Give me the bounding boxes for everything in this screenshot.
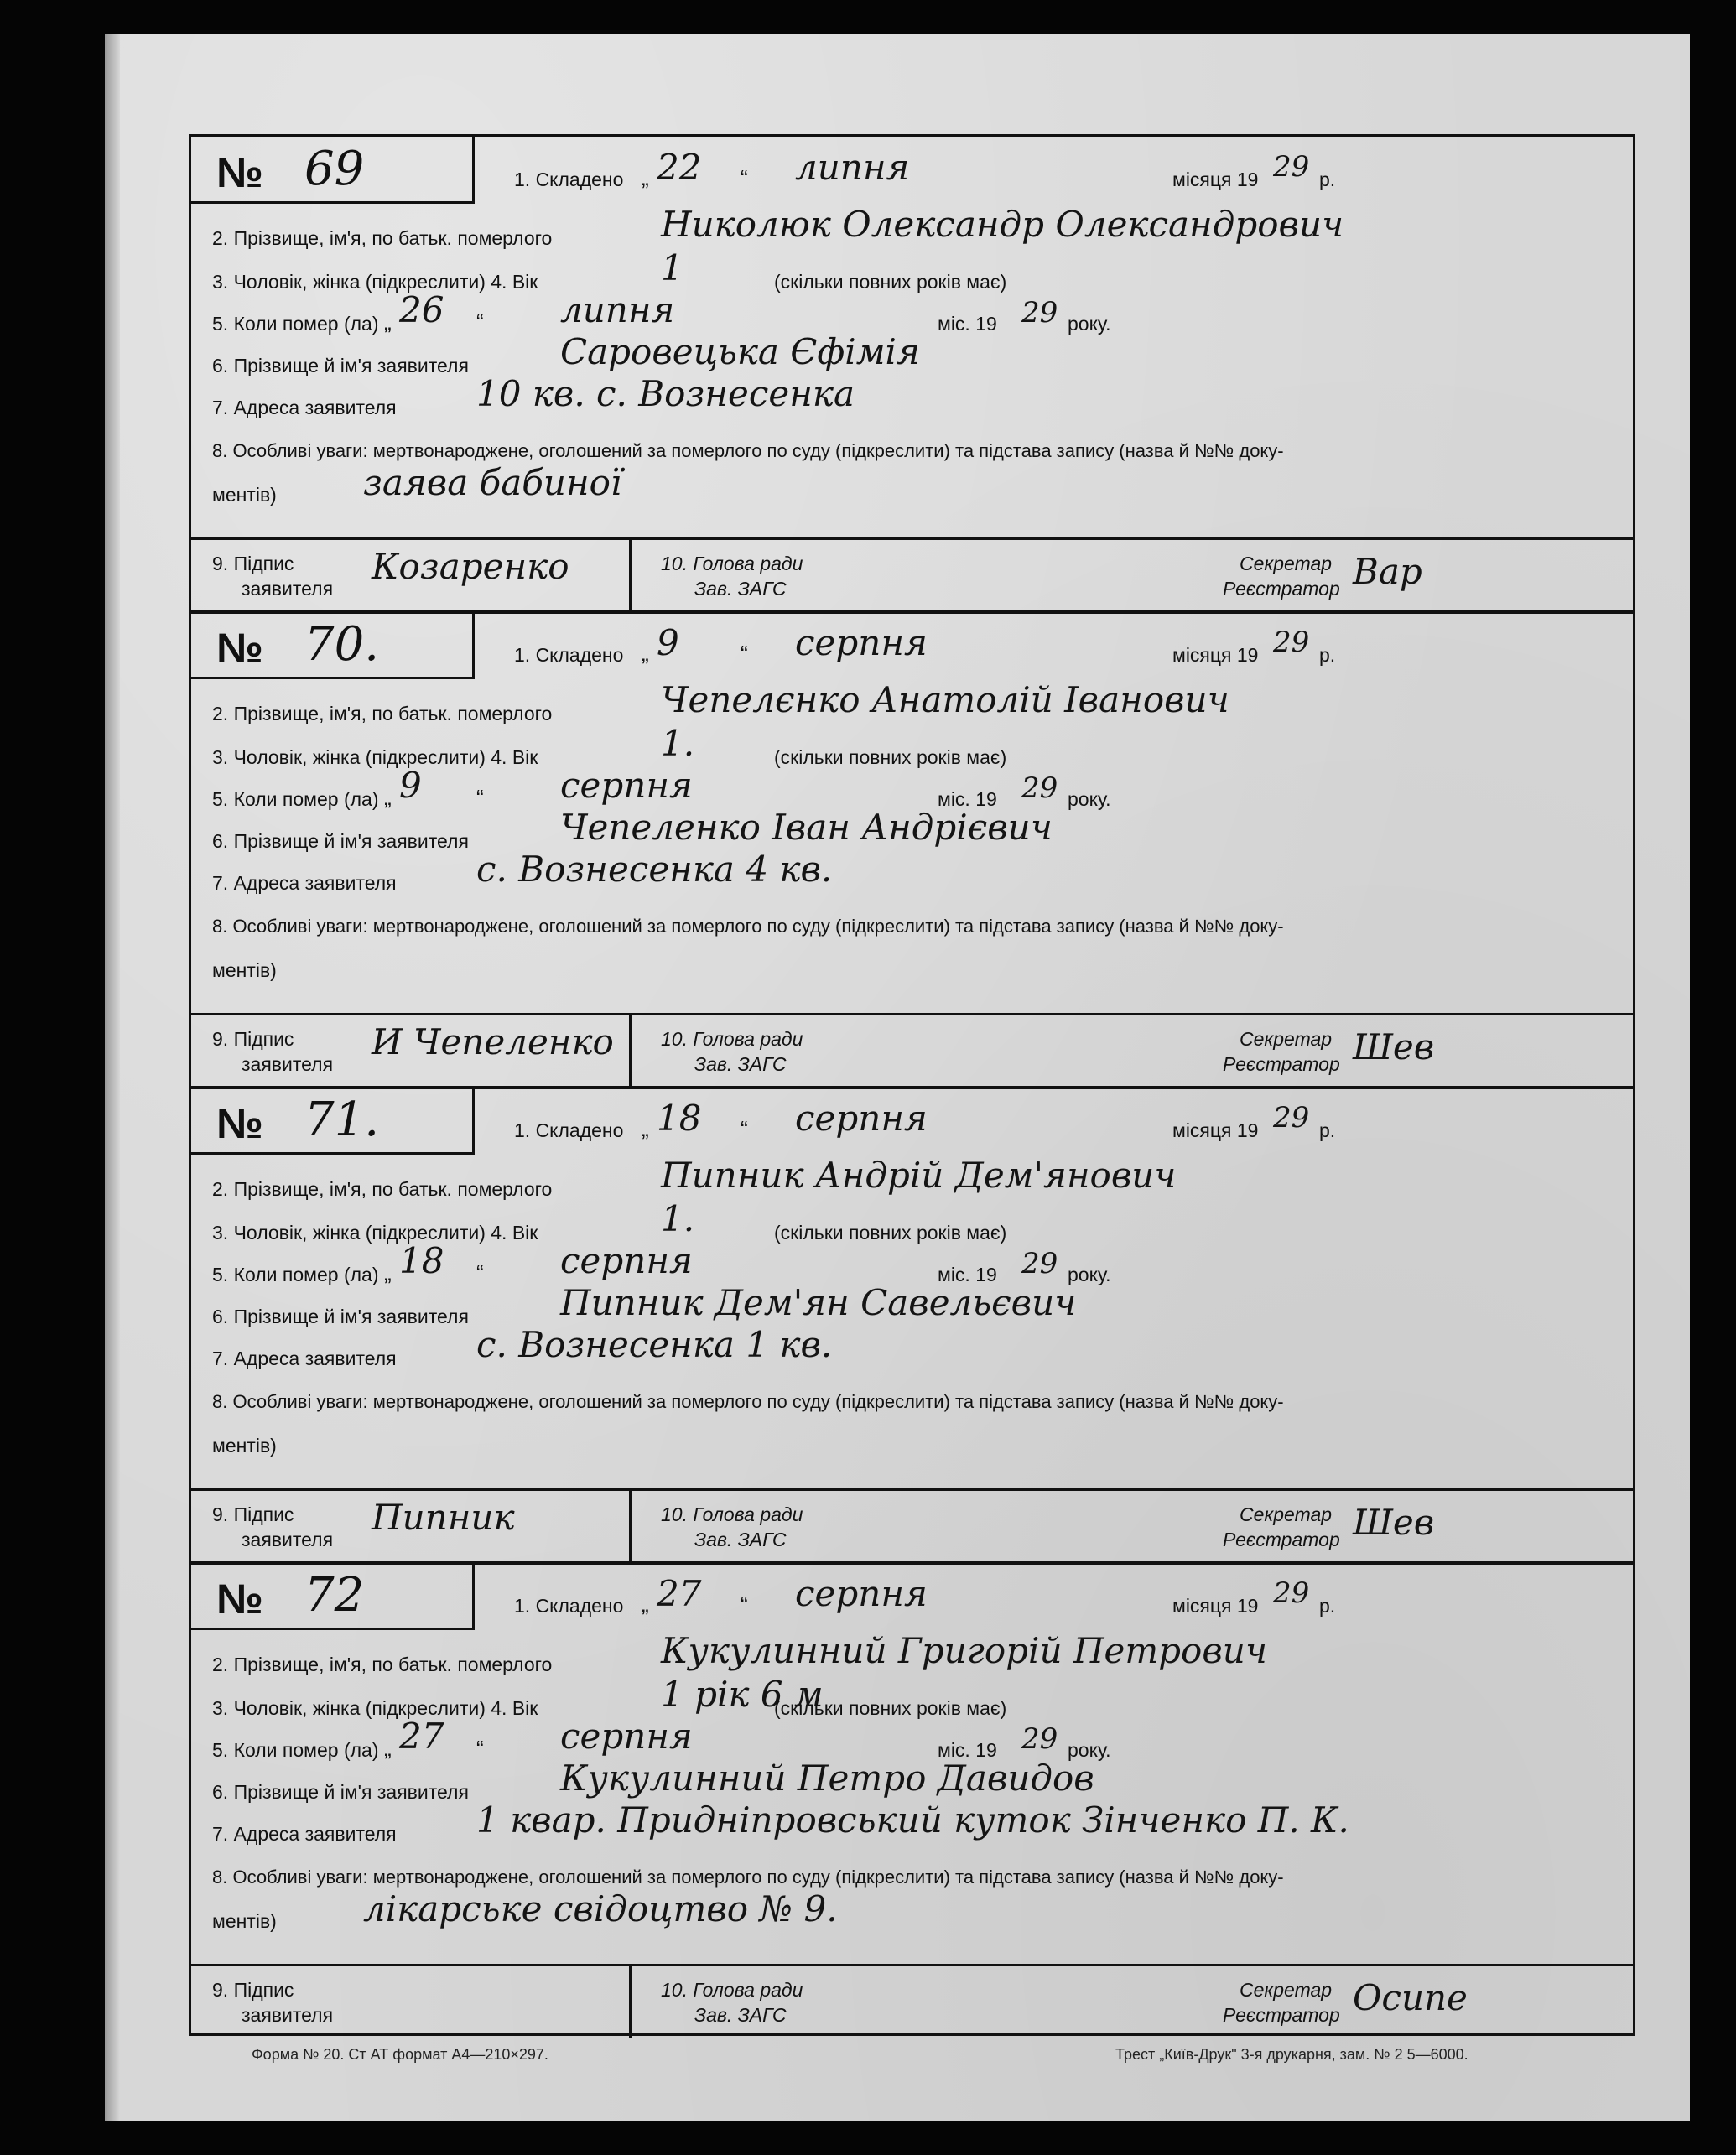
field-8-cont: ментів)	[212, 959, 277, 981]
death-month-label: міс. 19	[938, 1264, 997, 1285]
death-year: 29	[1021, 771, 1058, 805]
signature-row-border	[191, 1013, 1633, 1015]
record-number: 72	[304, 1568, 365, 1623]
field-7-label: 7. Адреса заявителя	[212, 1348, 397, 1369]
field-10-label-2: Зав. ЗАГС	[694, 2004, 787, 2026]
deceased-name: Кукулинний Григорій Петрович	[661, 1630, 1267, 1671]
year-suffix: р.	[1319, 1119, 1336, 1141]
applicant-address: с. Вознесенка 1 кв.	[476, 1324, 833, 1365]
field-7-label: 7. Адреса заявителя	[212, 397, 397, 418]
age-note: (скільки повних років має)	[774, 1697, 1007, 1719]
record-69	[191, 137, 1633, 612]
applicant-name: Пипник Дем'ян Савельєвич	[560, 1282, 1077, 1323]
quote-open: „	[642, 641, 649, 666]
field-3-label: 3. Чоловік, жінка (підкреслити) 4. Вік	[212, 271, 538, 293]
record-number-box	[191, 612, 475, 679]
record-number-box	[191, 1563, 475, 1630]
deceased-age: 1	[661, 247, 683, 288]
applicant-name: Чепеленко Іван Андрієвич	[560, 807, 1053, 848]
field-8-label: 8. Особливі уваги: мертвонароджене, оголошений за померлого по суду (підкреслити) та підстава запису (назва й №№ доку-	[212, 440, 1284, 461]
field-7-label: 7. Адреса заявителя	[212, 872, 397, 894]
field-9-label: 9. Підпис	[212, 553, 294, 574]
death-year: 29	[1021, 296, 1058, 330]
death-year-suffix: року.	[1068, 788, 1111, 810]
footer-printer-info: Трест „Київ-Друк" 3-я друкарня, зам. № 2 5—6000.	[1115, 2046, 1468, 2063]
death-day: 18	[399, 1240, 444, 1281]
field-10-label: 10. Голова ради	[661, 1979, 803, 2001]
applicant-signature: Козаренко	[372, 546, 569, 587]
field-6-label: 6. Прізвище й ім'я заявителя	[212, 1781, 469, 1803]
special-notes: заява бабиної	[363, 462, 622, 503]
applicant-name: Кукулинний Петро Давидов	[560, 1758, 1094, 1799]
month-label: місяця 19	[1172, 1119, 1259, 1141]
deceased-age: 1 рік 6 м	[661, 1674, 824, 1715]
record-number-box	[191, 1088, 475, 1155]
deceased-name: Чепелєнко Анатолій Іванович	[661, 679, 1229, 720]
death-month-label: міс. 19	[938, 1739, 997, 1761]
field-6-label: 6. Прізвище й ім'я заявителя	[212, 355, 469, 376]
field-9-label: 9. Підпис	[212, 1503, 294, 1525]
field-2-label: 2. Прізвище, ім'я, по батьк. померлого	[212, 227, 553, 249]
field-1-label: 1. Складено	[514, 1119, 624, 1141]
month-label: місяця 19	[1172, 644, 1259, 666]
field-2-label: 2. Прізвище, ім'я, по батьк. померлого	[212, 703, 553, 724]
field-10-label: 10. Голова ради	[661, 553, 803, 574]
registrar-signature: Шев	[1353, 1026, 1435, 1067]
death-month-label: міс. 19	[938, 788, 997, 810]
composed-month: серпня	[795, 1098, 928, 1139]
composed-day: 22	[657, 147, 702, 188]
composed-year: 29	[1273, 1101, 1310, 1135]
field-10-label: 10. Голова ради	[661, 1503, 803, 1525]
composed-year: 29	[1273, 1576, 1310, 1610]
field-8-label: 8. Особливі уваги: мертвонароджене, оголошений за померлого по суду (підкреслити) та підстава запису (назва й №№ доку-	[212, 1391, 1284, 1412]
signature-row-border	[191, 1964, 1633, 1966]
special-notes: лікарське свідоцтво № 9.	[363, 1888, 838, 1929]
composed-day: 18	[657, 1098, 702, 1139]
field-10-label-2: Зав. ЗАГС	[694, 1053, 787, 1075]
record-number: 69	[304, 142, 365, 196]
month-label: місяця 19	[1172, 1595, 1259, 1617]
number-sign: №	[216, 1576, 263, 1623]
quote-open: „	[384, 1260, 392, 1285]
death-year: 29	[1021, 1722, 1058, 1756]
field-2-label: 2. Прізвище, ім'я, по батьк. померлого	[212, 1654, 553, 1675]
number-sign: №	[216, 625, 263, 672]
number-sign: №	[216, 149, 263, 196]
death-day: 9	[399, 765, 422, 806]
death-year-suffix: року.	[1068, 1264, 1111, 1285]
field-8-cont: ментів)	[212, 1910, 277, 1932]
age-note: (скільки повних років має)	[774, 746, 1007, 768]
signature-divider	[629, 537, 632, 612]
age-note: (скільки повних років має)	[774, 1222, 1007, 1244]
death-month: серпня	[560, 1240, 693, 1281]
applicant-address: 10 кв. с. Вознесенка	[476, 373, 855, 414]
field-6-label: 6. Прізвище й ім'я заявителя	[212, 830, 469, 852]
record-71	[191, 1088, 1633, 1563]
registrar-signature: Осипе	[1353, 1977, 1468, 2018]
quote-close: “	[476, 309, 484, 335]
quote-open: „	[384, 1736, 392, 1761]
field-1-label: 1. Складено	[514, 1595, 624, 1617]
applicant-address: 1 квар. Придніпровський куток Зінченко П. К.	[476, 1799, 1349, 1841]
record-number: 70.	[304, 617, 380, 672]
quote-open: „	[642, 165, 649, 190]
quote-open: „	[642, 1116, 649, 1141]
record-72	[191, 1563, 1633, 2038]
death-month: серпня	[560, 1716, 693, 1757]
field-8-cont: ментів)	[212, 1435, 277, 1457]
field-10-label-2: Зав. ЗАГС	[694, 578, 787, 600]
quote-open: „	[384, 785, 392, 810]
field-9-label-2: заявителя	[242, 1529, 334, 1550]
field-2-label: 2. Прізвище, ім'я, по батьк. померлого	[212, 1178, 553, 1200]
deceased-age: 1.	[661, 723, 695, 764]
death-month-label: міс. 19	[938, 313, 997, 335]
death-register-form	[189, 134, 1635, 2036]
quote-close: “	[741, 1592, 748, 1617]
secretary-label: Секретар	[1240, 1979, 1333, 2001]
year-suffix: р.	[1319, 169, 1336, 190]
death-year: 29	[1021, 1247, 1058, 1280]
field-1-label: 1. Складено	[514, 644, 624, 666]
applicant-name: Саровецька Єфімія	[560, 331, 920, 372]
registrar-label: Реєстратор	[1223, 1529, 1340, 1550]
field-8-cont: ментів)	[212, 484, 277, 506]
applicant-address: с. Вознесенка 4 кв.	[476, 849, 833, 890]
field-10-label: 10. Голова ради	[661, 1028, 803, 1050]
paper-edge	[105, 34, 120, 2121]
registrar-signature: Bap	[1353, 551, 1422, 592]
field-6-label: 6. Прізвище й ім'я заявителя	[212, 1306, 469, 1327]
quote-close: “	[741, 165, 748, 190]
composed-month: серпня	[795, 622, 928, 663]
field-1-label: 1. Складено	[514, 169, 624, 190]
composed-day: 9	[657, 622, 679, 663]
signature-row-border	[191, 1488, 1633, 1491]
year-suffix: р.	[1319, 644, 1336, 666]
secretary-label: Секретар	[1240, 1028, 1333, 1050]
deceased-age: 1.	[661, 1198, 695, 1239]
death-day: 27	[399, 1716, 444, 1757]
field-8-label: 8. Особливі уваги: мертвонароджене, оголошений за померлого по суду (підкреслити) та підстава запису (назва й №№ доку-	[212, 1867, 1284, 1888]
registrar-label: Реєстратор	[1223, 2004, 1340, 2026]
quote-open: „	[642, 1592, 649, 1617]
field-10-label-2: Зав. ЗАГС	[694, 1529, 787, 1550]
signature-divider	[629, 1488, 632, 1563]
composed-day: 27	[657, 1573, 702, 1614]
field-3-label: 3. Чоловік, жінка (підкреслити) 4. Вік	[212, 746, 538, 768]
record-number: 71.	[304, 1093, 380, 1147]
field-9-label: 9. Підпис	[212, 1028, 294, 1050]
footer-form-info: Форма № 20. Ст АТ формат А4—210×297.	[252, 2046, 548, 2063]
secretary-label: Секретар	[1240, 553, 1333, 574]
composed-month: липня	[795, 147, 910, 188]
field-9-label-2: заявителя	[242, 2004, 334, 2026]
applicant-signature: Пипник	[372, 1497, 515, 1538]
quote-close: “	[741, 641, 748, 666]
applicant-signature: И Чепеленко	[372, 1021, 614, 1062]
field-9-label-2: заявителя	[242, 1053, 334, 1075]
year-suffix: р.	[1319, 1595, 1336, 1617]
deceased-name: Пипник Андрій Дем'янович	[661, 1155, 1177, 1196]
field-3-label: 3. Чоловік, жінка (підкреслити) 4. Вік	[212, 1697, 538, 1719]
signature-row-border	[191, 537, 1633, 540]
field-5-label: 5. Коли помер (ла)	[212, 788, 379, 810]
record-number-box	[191, 137, 475, 204]
quote-close: “	[476, 1736, 484, 1761]
death-year-suffix: року.	[1068, 313, 1111, 335]
registrar-signature: Шев	[1353, 1502, 1435, 1543]
deceased-name: Николюк Олександр Олександрович	[661, 204, 1344, 245]
field-5-label: 5. Коли помер (ла)	[212, 313, 379, 335]
record-70	[191, 612, 1633, 1088]
quote-open: „	[384, 309, 392, 335]
registrar-label: Реєстратор	[1223, 1053, 1340, 1075]
composed-year: 29	[1273, 150, 1310, 184]
registrar-label: Реєстратор	[1223, 578, 1340, 600]
composed-month: серпня	[795, 1573, 928, 1614]
field-5-label: 5. Коли помер (ла)	[212, 1739, 379, 1761]
number-sign: №	[216, 1100, 263, 1147]
field-9-label-2: заявителя	[242, 578, 334, 600]
field-5-label: 5. Коли помер (ла)	[212, 1264, 379, 1285]
field-7-label: 7. Адреса заявителя	[212, 1823, 397, 1845]
quote-close: “	[741, 1116, 748, 1141]
quote-close: “	[476, 785, 484, 810]
month-label: місяця 19	[1172, 169, 1259, 190]
quote-close: “	[476, 1260, 484, 1285]
death-year-suffix: року.	[1068, 1739, 1111, 1761]
signature-divider	[629, 1013, 632, 1088]
death-month: серпня	[560, 765, 693, 806]
age-note: (скільки повних років має)	[774, 271, 1007, 293]
secretary-label: Секретар	[1240, 1503, 1333, 1525]
death-month: липня	[560, 289, 675, 330]
field-9-label: 9. Підпис	[212, 1979, 294, 2001]
signature-divider	[629, 1964, 632, 2038]
death-day: 26	[399, 289, 444, 330]
composed-year: 29	[1273, 626, 1310, 659]
field-8-label: 8. Особливі уваги: мертвонароджене, оголошений за померлого по суду (підкреслити) та підстава запису (назва й №№ доку-	[212, 916, 1284, 937]
field-3-label: 3. Чоловік, жінка (підкреслити) 4. Вік	[212, 1222, 538, 1244]
